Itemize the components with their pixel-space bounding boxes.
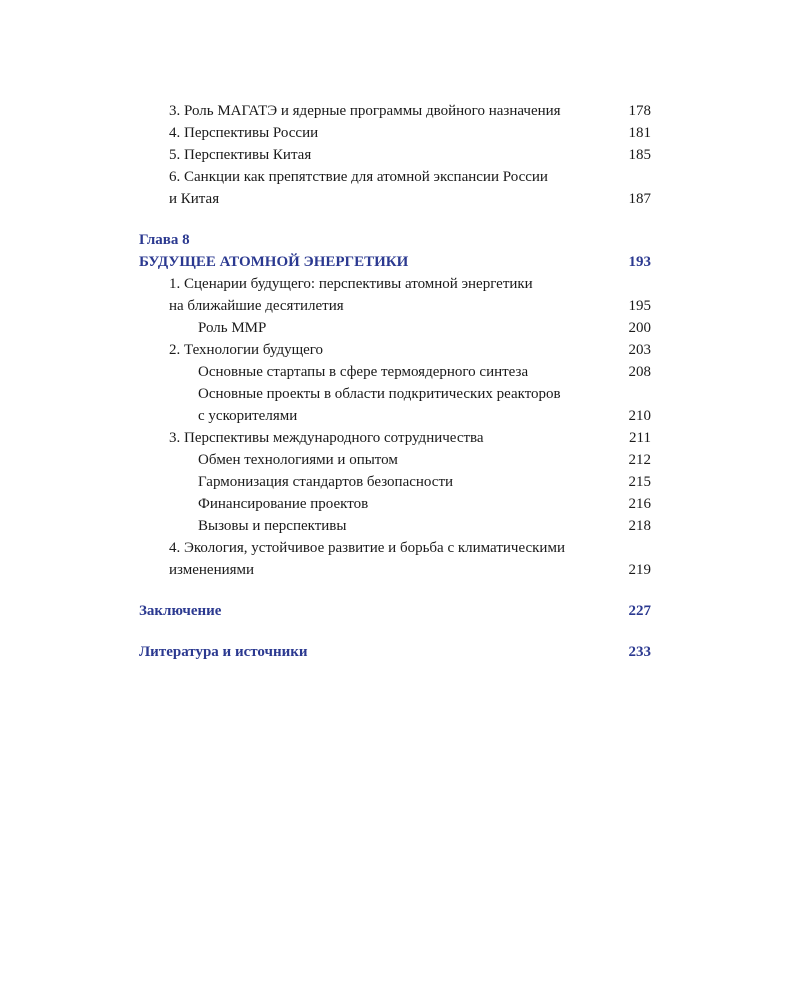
toc-entry-page: 181	[628, 125, 651, 141]
toc-references[interactable]	[139, 641, 651, 663]
toc-entry-page: 185	[628, 147, 651, 163]
toc-entry-page: 211	[629, 430, 651, 446]
toc-entry-title: Финансирование проектов	[198, 496, 369, 512]
chapter-number: Глава 8	[139, 232, 190, 248]
conclusion-title: Заключение	[139, 603, 222, 619]
toc-entry[interactable]	[139, 122, 651, 144]
toc-entry-title: на ближайшие десятилетия	[169, 298, 344, 314]
toc-entry-page: 203	[628, 342, 651, 358]
toc-entry-title: 2. Технологии будущего	[169, 342, 324, 358]
toc-entry[interactable]	[139, 295, 651, 317]
toc-entry-page: 210	[628, 408, 651, 424]
toc-entry-page: 216	[628, 496, 651, 512]
toc-entry[interactable]	[139, 188, 651, 210]
toc-entry-page: 187	[628, 191, 651, 207]
toc-subentry[interactable]	[139, 515, 651, 537]
toc-entry-title: 3. Роль МАГАТЭ и ядерные программы двойного назначения	[169, 103, 561, 119]
toc-entry-title: изменениями	[169, 562, 255, 578]
toc-entry-page: 178	[628, 103, 651, 119]
toc-entry-title: 3. Перспективы международного сотрудничества	[169, 430, 484, 446]
toc-entry-page: 208	[628, 364, 651, 380]
toc-entry[interactable]	[139, 427, 651, 449]
toc-entry-title: и Китая	[169, 191, 220, 207]
toc-entry-page: 215	[628, 474, 651, 490]
chapter-page: 193	[628, 254, 651, 270]
toc-entry-title: 4. Экология, устойчивое развитие и борьба с климатическими	[169, 540, 565, 556]
toc-entry-title: Основные стартапы в сфере термоядерного синтеза	[198, 364, 529, 380]
chapter-label	[139, 229, 651, 251]
references-title: Литература и источники	[139, 644, 308, 660]
toc-subentry[interactable]	[139, 471, 651, 493]
toc-entry-page: 212	[628, 452, 651, 468]
toc-entry[interactable]	[139, 537, 651, 559]
chapter-heading[interactable]	[139, 251, 651, 273]
conclusion-page: 227	[628, 603, 651, 619]
toc-entry[interactable]	[139, 273, 651, 295]
toc-subentry[interactable]	[139, 361, 651, 383]
toc-entry-page: 195	[628, 298, 651, 314]
toc-entry-title: Гармонизация стандартов безопасности	[198, 474, 454, 490]
toc-conclusion[interactable]	[139, 600, 651, 622]
references-page: 233	[628, 644, 651, 660]
toc-subentry[interactable]	[139, 449, 651, 471]
toc-entry-page: 200	[628, 320, 651, 336]
toc-subentry[interactable]	[139, 405, 651, 427]
toc-subentry[interactable]	[139, 383, 651, 405]
toc-entry-title: Вызовы и перспективы	[198, 518, 347, 534]
toc-entry-title: 5. Перспективы Китая	[169, 147, 312, 163]
toc-entry-page: 218	[628, 518, 651, 534]
toc-entry-title: Обмен технологиями и опытом	[198, 452, 398, 468]
toc-entry-title: Основные проекты в области подкритических реакторов	[198, 386, 561, 402]
table-of-contents	[139, 100, 651, 663]
chapter-title: БУДУЩЕЕ АТОМНОЙ ЭНЕРГЕТИКИ	[139, 254, 409, 270]
toc-subentry[interactable]	[139, 493, 651, 515]
toc-entry-title: 4. Перспективы России	[169, 125, 319, 141]
toc-entry[interactable]	[139, 144, 651, 166]
toc-entry-title: 6. Санкции как препятствие для атомной экспансии России	[169, 169, 548, 185]
toc-subentry[interactable]	[139, 317, 651, 339]
toc-entry[interactable]	[139, 166, 651, 188]
toc-entry-page: 219	[628, 562, 651, 578]
toc-entry[interactable]	[139, 100, 651, 122]
toc-entry-title: с ускорителями	[198, 408, 298, 424]
toc-entry[interactable]	[139, 339, 651, 361]
toc-entry-title: Роль ММР	[198, 320, 267, 336]
toc-entry-title: 1. Сценарии будущего: перспективы атомной энергетики	[169, 276, 533, 292]
toc-entry[interactable]	[139, 559, 651, 581]
